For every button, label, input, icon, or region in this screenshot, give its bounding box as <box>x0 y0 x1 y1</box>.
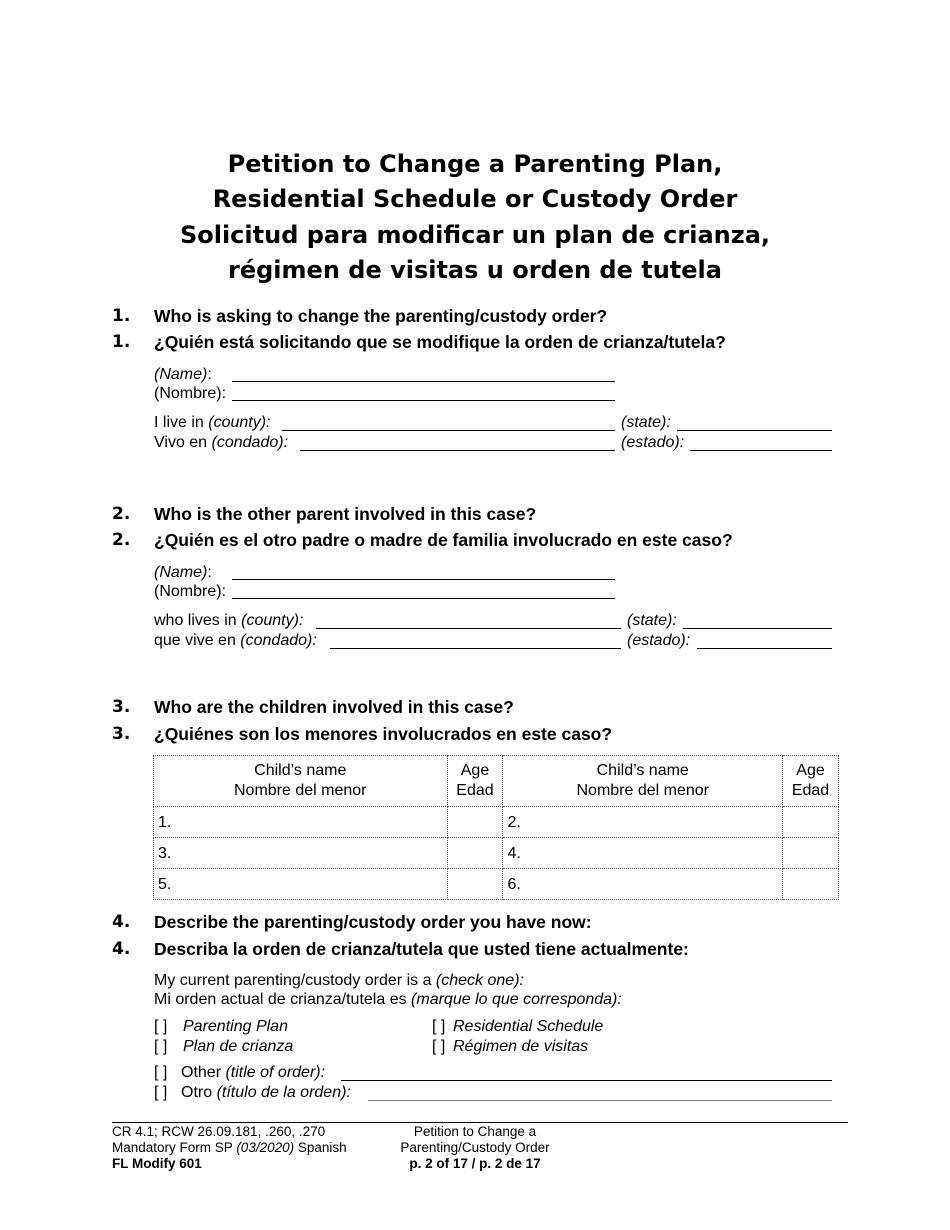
child-age-cell[interactable] <box>783 807 839 838</box>
table-row <box>154 869 839 900</box>
q1-question-en: Who is asking to change the parenting/custody order? <box>154 306 608 326</box>
q2-number-en: 2. <box>112 504 131 524</box>
other-label-en: Other (title of order): <box>181 1064 326 1081</box>
q1-county-label-es: Vivo en (condado): <box>154 434 289 451</box>
q1-number-es: 1. <box>112 332 131 352</box>
otro-checkbox[interactable]: [ ] <box>154 1084 168 1101</box>
q1-name-label-es: (Nombre): <box>154 385 227 402</box>
q1-name-field-en[interactable] <box>232 381 615 382</box>
title-line-3: Solicitud para modificar un plan de crianza, <box>179 221 771 249</box>
q1-state-field-es[interactable] <box>690 450 832 451</box>
q1-number-en: 1. <box>112 306 131 326</box>
title-line-4: régimen de visitas u orden de tutela <box>228 256 722 284</box>
col-age-left: Age Edad <box>447 756 503 807</box>
q4-number-es: 4. <box>112 939 131 959</box>
q4-number-en: 4. <box>112 912 131 932</box>
q1-state-field-en[interactable] <box>677 430 832 431</box>
q1-county-field-en[interactable] <box>282 430 615 431</box>
child-age-cell[interactable] <box>447 807 503 838</box>
footer-center <box>375 1124 575 1172</box>
parenting-plan-checkbox[interactable]: [ ] <box>154 1018 168 1035</box>
q2-county-label-en: who lives in (county): <box>154 612 304 629</box>
residential-schedule-checkbox[interactable]: [ ] <box>432 1018 446 1035</box>
col-age-right: Age Edad <box>783 756 839 807</box>
footer-left <box>112 1124 347 1172</box>
child-name-cell[interactable]: 2. <box>503 807 783 838</box>
child-name-cell[interactable]: 1. <box>154 807 448 838</box>
other-checkbox[interactable]: [ ] <box>154 1064 168 1081</box>
q1-name-field-es[interactable] <box>232 400 615 401</box>
child-name-cell[interactable]: 3. <box>154 838 448 869</box>
table-row <box>154 807 839 838</box>
residential-schedule-label-es: Régimen de visitas <box>453 1038 589 1055</box>
title-line-1: Petition to Change a Parenting Plan, <box>227 150 723 178</box>
child-name-cell[interactable]: 6. <box>503 869 783 900</box>
parenting-plan-label-en: Parenting Plan <box>183 1018 288 1035</box>
q2-number-es: 2. <box>112 530 131 550</box>
q1-question-es: ¿Quién está solicitando que se modifique la orden de crianza/tutela? <box>154 332 726 352</box>
q1-county-label-en: I live in (county): <box>154 414 271 431</box>
q2-county-label-es: que vive en (condado): <box>154 632 317 649</box>
q1-name-label-en: (Name): <box>154 366 212 383</box>
other-title-field-en[interactable] <box>341 1080 832 1081</box>
q2-question-es: ¿Quién es el otro padre o madre de familia involucrado en este caso? <box>154 530 733 550</box>
q4-question-en: Describe the parenting/custody order you have now: <box>154 912 592 932</box>
q4-question-es: Describa la orden de crianza/tutela que usted tiene actualmente: <box>154 939 689 959</box>
q1-state-label-es: (estado): <box>621 434 685 451</box>
regimen-visitas-checkbox[interactable]: [ ] <box>432 1038 446 1055</box>
q2-question-en: Who is the other parent involved in this case? <box>154 504 537 524</box>
footer-statute: CR 4.1; RCW 26.09.181, .260, .270 <box>112 1124 326 1139</box>
footer-page-number: p. 2 of 17 / p. 2 de 17 <box>409 1156 541 1171</box>
footer-form-version: Mandatory Form SP (03/2020) Spanish <box>112 1140 347 1155</box>
children-table <box>153 755 839 900</box>
q2-name-label-en: (Name): <box>154 564 212 581</box>
other-title-field-es[interactable] <box>368 1100 832 1101</box>
q2-name-field-en[interactable] <box>232 579 615 580</box>
footer-doc-title-2: Parenting/Custody Order <box>400 1140 550 1155</box>
footer-form-id: FL Modify 601 <box>112 1156 202 1171</box>
q3-number-es: 3. <box>112 724 131 744</box>
title-line-2: Residential Schedule or Custody Order <box>212 185 738 213</box>
q2-name-label-es: (Nombre): <box>154 583 227 600</box>
child-age-cell[interactable] <box>783 869 839 900</box>
q2-county-field-es[interactable] <box>330 648 621 649</box>
parenting-plan-label-es: Plan de crianza <box>183 1038 294 1055</box>
plan-de-crianza-checkbox[interactable]: [ ] <box>154 1038 168 1055</box>
q1-state-label-en: (state): <box>621 414 671 431</box>
child-age-cell[interactable] <box>447 838 503 869</box>
q3-question-en: Who are the children involved in this case? <box>154 697 514 717</box>
child-name-cell[interactable]: 5. <box>154 869 448 900</box>
footer-doc-title-1: Petition to Change a <box>413 1124 537 1139</box>
q2-state-label-en: (state): <box>627 612 677 629</box>
child-age-cell[interactable] <box>783 838 839 869</box>
children-table-header <box>154 756 839 807</box>
q2-state-field-es[interactable] <box>697 648 832 649</box>
q4-intro-en: My current parenting/custody order is a (check one): <box>154 972 524 989</box>
q2-state-field-en[interactable] <box>683 628 832 629</box>
q2-name-field-es[interactable] <box>232 598 615 599</box>
footer-divider <box>112 1122 848 1123</box>
q1-county-field-es[interactable] <box>300 450 615 451</box>
q2-county-field-en[interactable] <box>316 628 621 629</box>
col-child-name-left: Child’s name Nombre del menor <box>154 756 448 807</box>
residential-schedule-label-en: Residential Schedule <box>453 1018 604 1035</box>
child-age-cell[interactable] <box>447 869 503 900</box>
q4-intro-es: Mi orden actual de crianza/tutela es (marque lo que corresponda): <box>154 991 622 1008</box>
q2-state-label-es: (estado): <box>627 632 691 649</box>
col-child-name-right: Child’s name Nombre del menor <box>503 756 783 807</box>
q3-question-es: ¿Quiénes son los menores involucrados en este caso? <box>154 724 613 744</box>
q3-number-en: 3. <box>112 697 131 717</box>
child-name-cell[interactable]: 4. <box>503 838 783 869</box>
other-label-es: Otro (título de la orden): <box>181 1084 351 1101</box>
table-row <box>154 838 839 869</box>
